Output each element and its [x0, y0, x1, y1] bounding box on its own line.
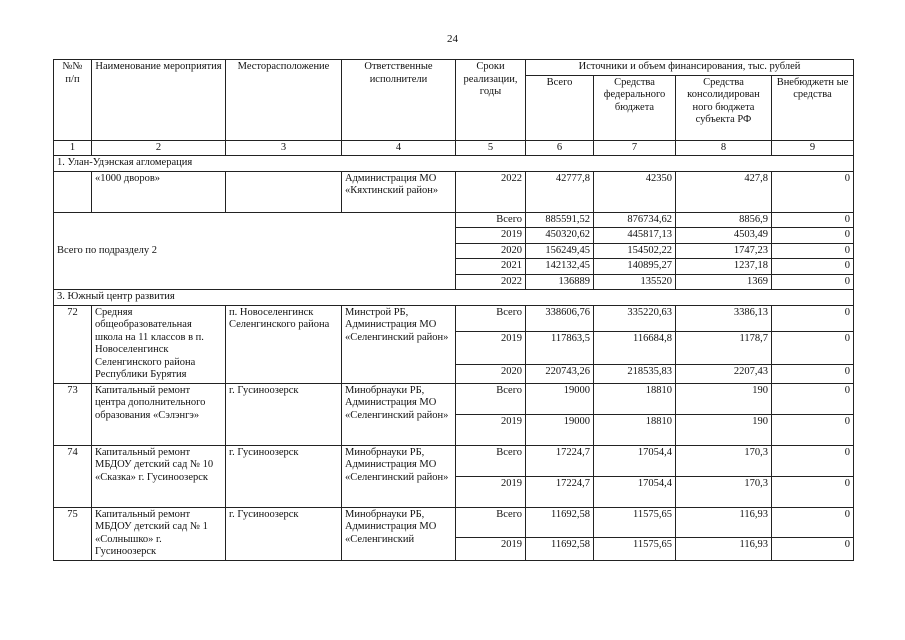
table-row — [54, 445, 854, 476]
cell-total: 142132,45 — [526, 259, 594, 275]
header-sources: Источники и объем финансирования, тыс. рублей — [526, 60, 854, 76]
cell-executor: Администрация МО «Кяхтинский район» — [342, 171, 456, 212]
cell-year: 2019 — [456, 228, 526, 244]
header-executor: Ответственные исполнители — [342, 60, 456, 141]
header-total: Всего — [526, 75, 594, 140]
cell-regional: 1178,7 — [676, 331, 772, 364]
cell-name: Капитальный ремонт МБДОУ детский сад № 10 «Сказка» г. Гусиноозерск — [92, 445, 226, 507]
cell-year: Всего — [456, 212, 526, 228]
header-term: Сроки реализации, годы — [456, 60, 526, 141]
cell-federal: 116684,8 — [594, 331, 676, 364]
cell-extra: 0 — [772, 538, 854, 560]
table-row — [54, 171, 854, 212]
cell-total: 11692,58 — [526, 507, 594, 538]
cell-federal: 135520 — [594, 274, 676, 290]
header-regional: Средства консолидирован ного бюджета субъекта РФ — [676, 75, 772, 140]
cell-location: п. Новоселенгинск Селенгинского района — [226, 305, 342, 383]
cell-year: 2019 — [456, 476, 526, 507]
cell-name: Средняя общеобразовательная школа на 11 классов в п. Новоселенгинск Селенгинского района Республики Бурятия — [92, 305, 226, 383]
cell-regional: 116,93 — [676, 538, 772, 560]
cell-total: 338606,76 — [526, 305, 594, 331]
header-federal: Средства федерального бюджета — [594, 75, 676, 140]
cell-regional: 190 — [676, 414, 772, 445]
column-number: 5 — [456, 140, 526, 156]
cell-total: 19000 — [526, 414, 594, 445]
cell-extra: 0 — [772, 507, 854, 538]
cell-location: г. Гусиноозерск — [226, 445, 342, 507]
cell-regional: 1747,23 — [676, 243, 772, 259]
table-row — [54, 212, 854, 228]
cell-regional: 170,3 — [676, 476, 772, 507]
cell-extra: 0 — [772, 228, 854, 244]
column-number: 2 — [92, 140, 226, 156]
cell-federal: 11575,65 — [594, 507, 676, 538]
cell-year: 2020 — [456, 364, 526, 383]
page-number: 24 — [447, 33, 458, 45]
cell-extra: 0 — [772, 243, 854, 259]
cell-year: 2019 — [456, 414, 526, 445]
cell-regional: 1237,18 — [676, 259, 772, 275]
cell-extra: 0 — [772, 476, 854, 507]
cell-extra: 0 — [772, 171, 854, 212]
header-extra: Внебюджетн ые средства — [772, 75, 854, 140]
cell-regional: 3386,13 — [676, 305, 772, 331]
cell-extra: 0 — [772, 305, 854, 331]
cell-extra: 0 — [772, 274, 854, 290]
cell-year: 2021 — [456, 259, 526, 275]
cell-num: 75 — [54, 507, 92, 560]
cell-regional: 8856,9 — [676, 212, 772, 228]
cell-year: 2022 — [456, 274, 526, 290]
table-row — [54, 305, 854, 331]
cell-name: Капитальный ремонт центра дополнительного образования «Сэлэнгэ» — [92, 383, 226, 445]
cell-total: 136889 — [526, 274, 594, 290]
cell-federal: 17054,4 — [594, 476, 676, 507]
cell-total: 117863,5 — [526, 331, 594, 364]
cell-federal: 42350 — [594, 171, 676, 212]
column-number: 1 — [54, 140, 92, 156]
cell-executor: Минобрнауки РБ, Администрация МО «Селенгинский район» — [342, 445, 456, 507]
cell-federal: 17054,4 — [594, 445, 676, 476]
section-title: 3. Южный центр развития — [54, 290, 854, 306]
cell-year: 2019 — [456, 538, 526, 560]
cell-extra: 0 — [772, 331, 854, 364]
cell-num: 74 — [54, 445, 92, 507]
cell-federal: 154502,22 — [594, 243, 676, 259]
cell-extra: 0 — [772, 383, 854, 414]
cell-year: Всего — [456, 305, 526, 331]
cell-extra: 0 — [772, 212, 854, 228]
column-number: 9 — [772, 140, 854, 156]
cell-total: 17224,7 — [526, 476, 594, 507]
cell-federal: 218535,83 — [594, 364, 676, 383]
cell-total: 885591,52 — [526, 212, 594, 228]
header-location: Месторасположение — [226, 60, 342, 141]
cell-year: Всего — [456, 445, 526, 476]
cell-extra: 0 — [772, 445, 854, 476]
subtotal-label: Всего по подразделу 2 — [54, 212, 456, 290]
cell-total: 450320,62 — [526, 228, 594, 244]
cell-executor: Минобрнауки РБ, Администрация МО «Селенгинский район» — [342, 383, 456, 445]
header-num: №№ п/п — [54, 60, 92, 141]
cell-total: 220743,26 — [526, 364, 594, 383]
cell-total: 19000 — [526, 383, 594, 414]
cell-name: Капитальный ремонт МБДОУ детский сад № 1 «Солнышко» г. Гусиноозерск — [92, 507, 226, 560]
cell-location: г. Гусиноозерск — [226, 383, 342, 445]
cell-total: 17224,7 — [526, 445, 594, 476]
table-row — [54, 507, 854, 538]
cell-regional: 1369 — [676, 274, 772, 290]
section-row — [54, 290, 854, 306]
cell-federal: 876734,62 — [594, 212, 676, 228]
cell-name: «1000 дворов» — [92, 171, 226, 212]
cell-regional: 116,93 — [676, 507, 772, 538]
cell-regional: 427,8 — [676, 171, 772, 212]
cell-federal: 11575,65 — [594, 538, 676, 560]
cell-extra: 0 — [772, 414, 854, 445]
cell-num: 72 — [54, 305, 92, 383]
column-number: 6 — [526, 140, 594, 156]
cell-num: 73 — [54, 383, 92, 445]
cell-federal: 445817,13 — [594, 228, 676, 244]
cell-federal: 18810 — [594, 383, 676, 414]
cell-federal: 140895,27 — [594, 259, 676, 275]
cell-extra: 0 — [772, 259, 854, 275]
cell-regional: 190 — [676, 383, 772, 414]
cell-federal: 18810 — [594, 414, 676, 445]
cell-year: Всего — [456, 507, 526, 538]
column-number: 4 — [342, 140, 456, 156]
cell-executor: Минстрой РБ, Администрация МО «Селенгинский район» — [342, 305, 456, 383]
cell-federal: 335220,63 — [594, 305, 676, 331]
header-name: Наименование мероприятия — [92, 60, 226, 141]
cell-year: 2019 — [456, 331, 526, 364]
cell-num — [54, 171, 92, 212]
financing-table — [53, 59, 854, 561]
cell-executor: Минобрнауки РБ, Администрация МО «Селенгинский — [342, 507, 456, 560]
cell-total: 42777,8 — [526, 171, 594, 212]
column-numbers-row — [54, 140, 854, 156]
cell-year: Всего — [456, 383, 526, 414]
cell-regional: 4503,49 — [676, 228, 772, 244]
section-row — [54, 156, 854, 172]
section-title: 1. Улан-Удэнская агломерация — [54, 156, 854, 172]
column-number: 7 — [594, 140, 676, 156]
header-row-1 — [54, 60, 854, 76]
cell-location: г. Гусиноозерск — [226, 507, 342, 560]
cell-regional: 170,3 — [676, 445, 772, 476]
cell-year: 2020 — [456, 243, 526, 259]
column-number: 3 — [226, 140, 342, 156]
cell-extra: 0 — [772, 364, 854, 383]
cell-location — [226, 171, 342, 212]
column-number: 8 — [676, 140, 772, 156]
cell-total: 156249,45 — [526, 243, 594, 259]
cell-regional: 2207,43 — [676, 364, 772, 383]
cell-year: 2022 — [456, 171, 526, 212]
cell-total: 11692,58 — [526, 538, 594, 560]
table-row — [54, 383, 854, 414]
